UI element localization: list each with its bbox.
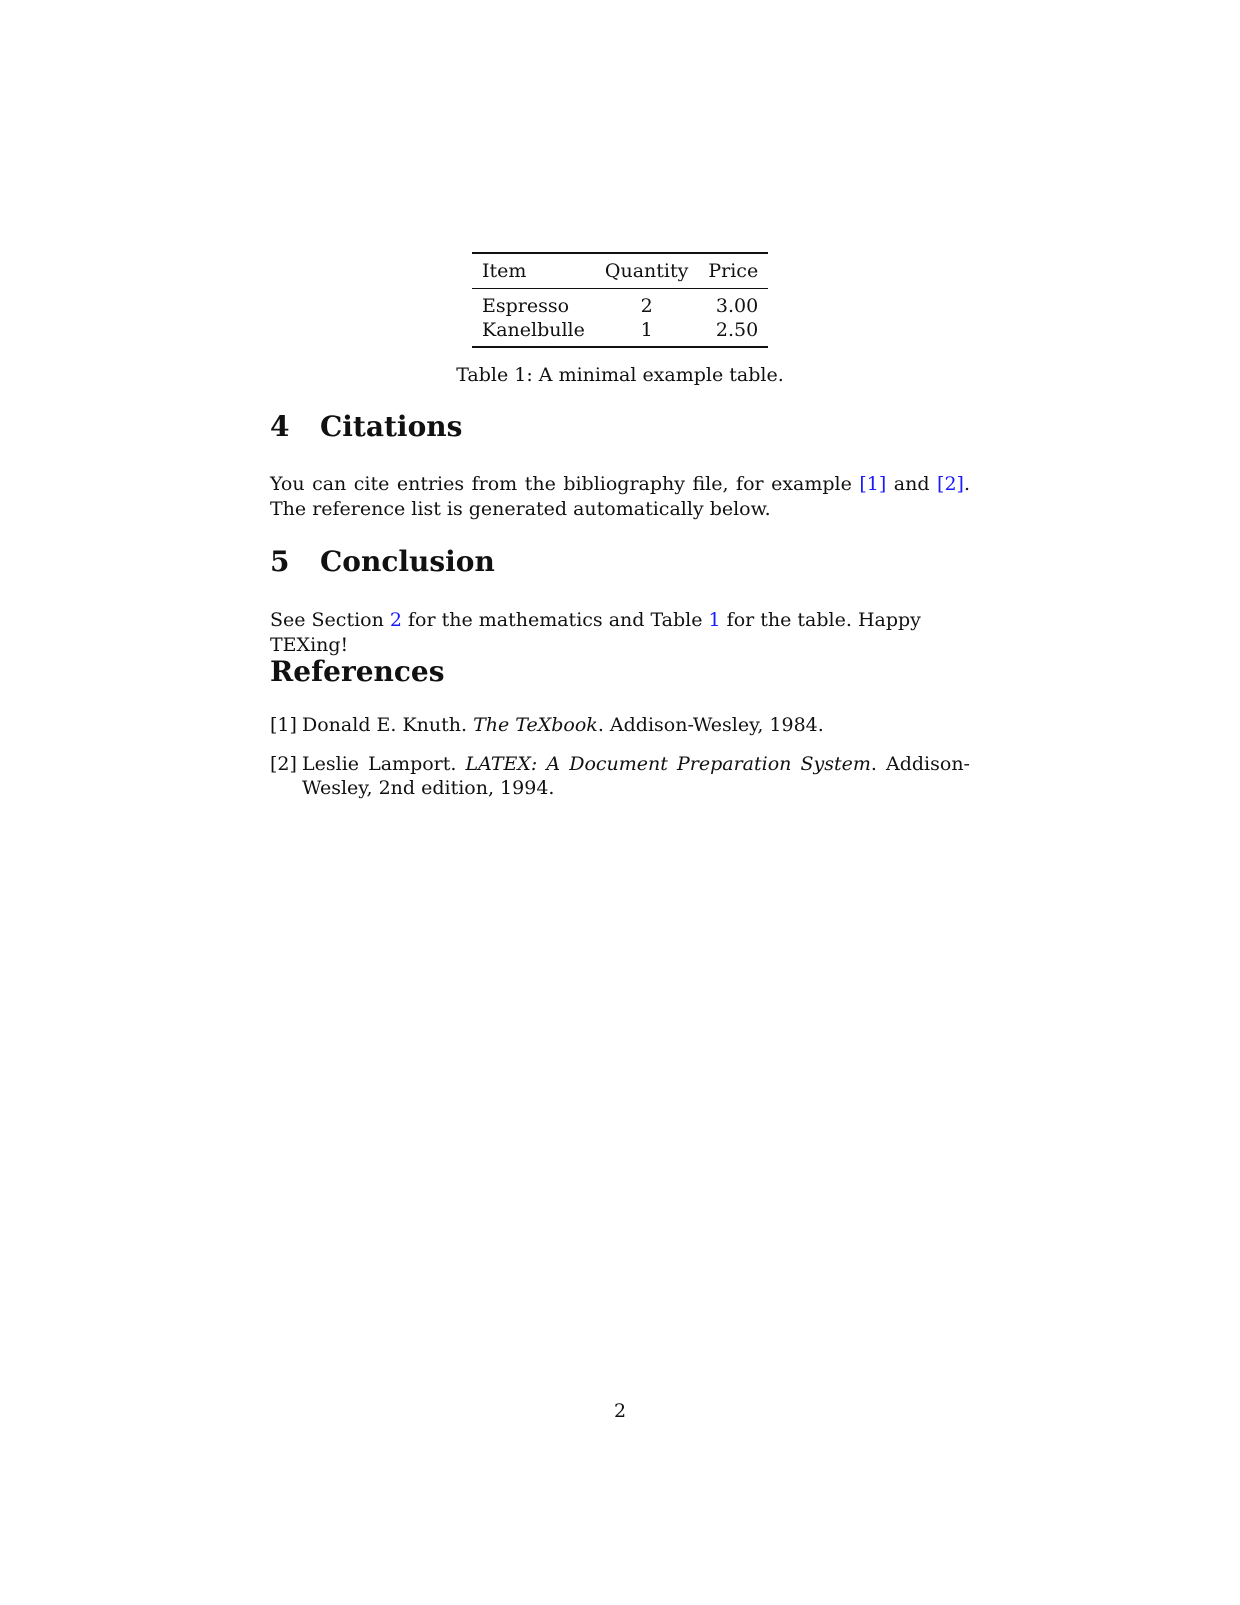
paragraph-text: for the table. Happy TEXing!: [270, 609, 921, 656]
reference-author: Donald E. Knuth.: [302, 714, 474, 736]
reference-label: [2]: [270, 753, 297, 775]
cell-item: Espresso: [482, 295, 570, 317]
reference-item: [270, 752, 970, 800]
paragraph-text: for the mathematics and Table: [401, 609, 709, 631]
booktabs-table: [472, 252, 768, 348]
reference-title: The TeXbook: [473, 714, 598, 736]
reference-author: Leslie Lamport.: [302, 753, 466, 775]
cell-quantity: 1: [640, 319, 653, 341]
references-heading: References: [270, 655, 445, 688]
paragraph-text: You can cite entries from the bibliography file, for example: [270, 473, 860, 495]
paragraph-text: and: [886, 473, 938, 495]
table-caption: Table 1: A minimal example table.: [456, 364, 784, 386]
section-heading-citations: [270, 410, 462, 443]
paragraph-text: See Section: [270, 609, 390, 631]
cell-item: Kanelbulle: [482, 319, 585, 341]
table-row: [472, 318, 768, 347]
section-number: 5: [270, 545, 290, 578]
header-item: Item: [482, 260, 527, 282]
table-ref-link[interactable]: 1: [708, 609, 721, 631]
header-quantity: Quantity: [604, 260, 689, 282]
section-title: Citations: [320, 410, 463, 443]
table-header-row: [472, 253, 768, 289]
citations-paragraph: [270, 472, 970, 522]
paragraph-text: . The reference list is generated automatically below.: [270, 473, 971, 520]
reference-title: LATEX: A Document Preparation System: [465, 753, 871, 775]
reference-publisher: . Addison-Wesley, 2nd edition, 1994.: [302, 753, 970, 799]
page-number: 2: [613, 1400, 627, 1422]
section-ref-link[interactable]: 2: [389, 609, 402, 631]
example-table: [472, 252, 762, 348]
section-heading-conclusion: [270, 545, 495, 578]
reference-item: [270, 713, 970, 737]
header-price: Price: [708, 260, 759, 282]
cell-price: 3.00: [715, 295, 759, 317]
citation-link-2[interactable]: [2]: [937, 473, 964, 495]
cell-quantity: 2: [640, 295, 653, 317]
citation-link-1[interactable]: [1]: [859, 473, 887, 495]
conclusion-paragraph: [270, 608, 970, 658]
section-number: 4: [270, 410, 290, 443]
table-row: [472, 289, 768, 319]
reference-label: [1]: [270, 714, 297, 736]
cell-price: 2.50: [715, 319, 759, 341]
section-title: Conclusion: [320, 545, 495, 578]
reference-publisher: . Addison-Wesley, 1984.: [597, 714, 824, 736]
